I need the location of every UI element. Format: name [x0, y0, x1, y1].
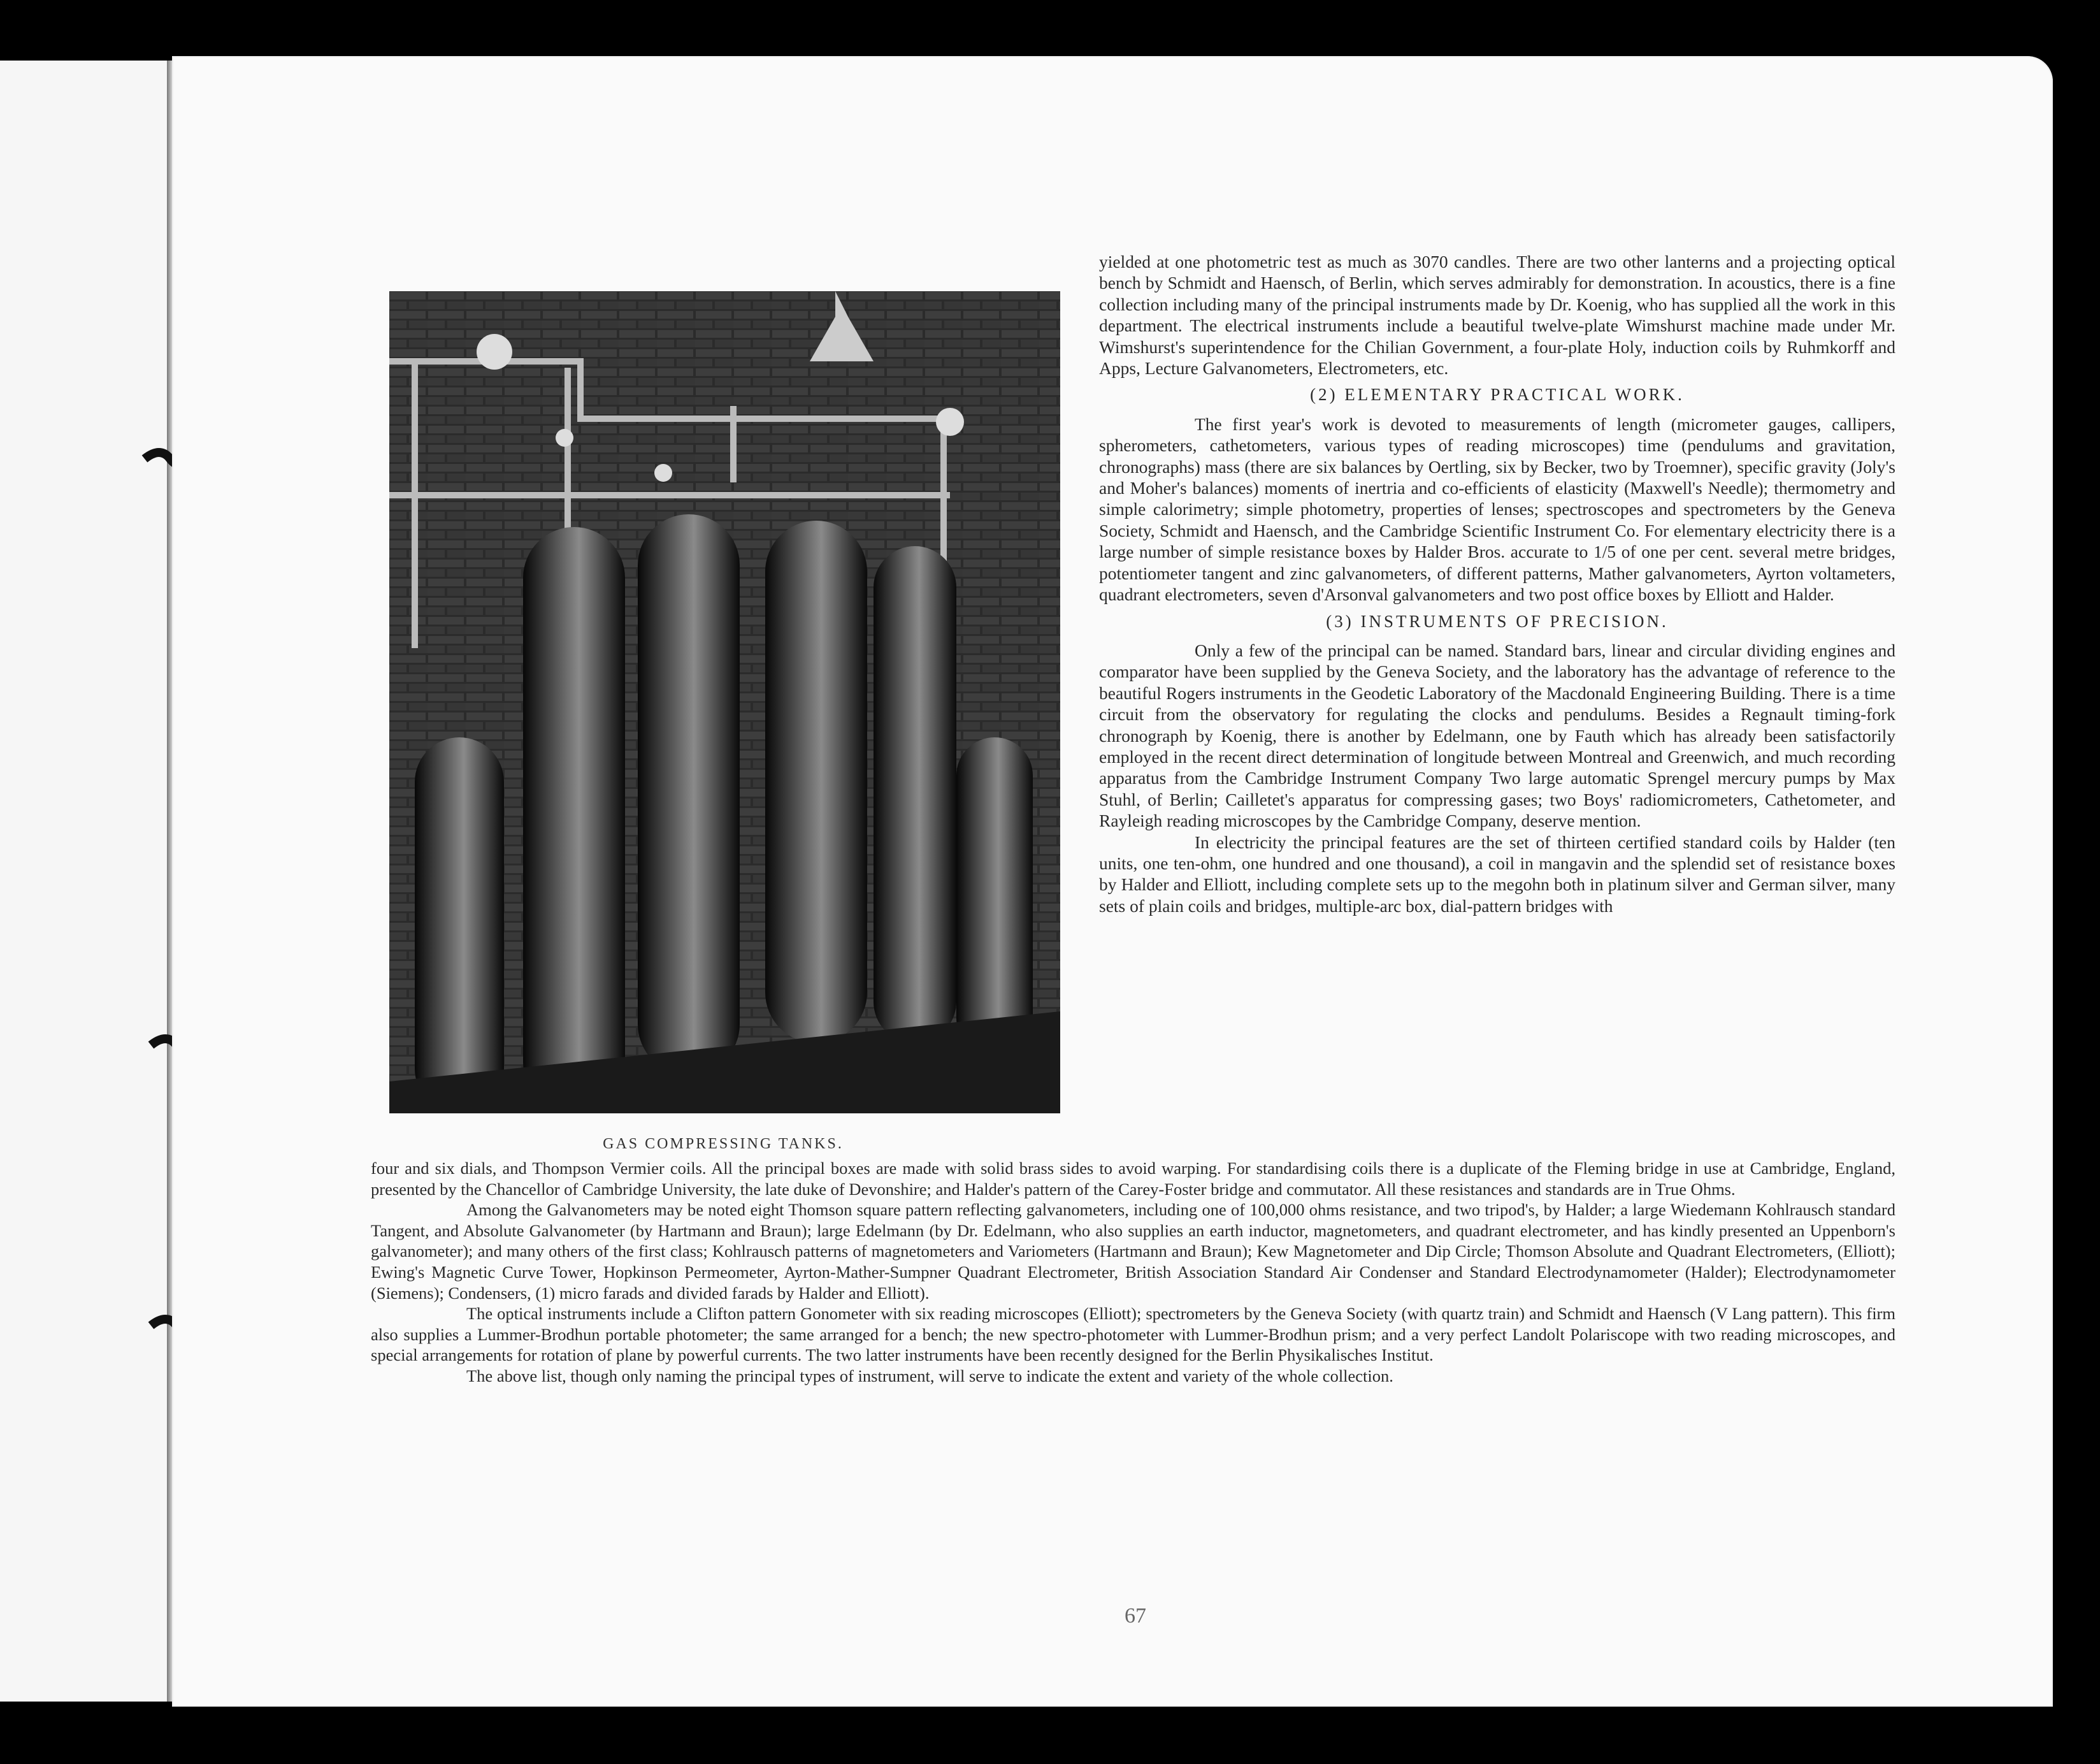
page-number: 67 — [1125, 1604, 1146, 1628]
paragraph: four and six dials, and Thompson Vermier coils. All the principal boxes are made with solid brass sides to avoid warping. For standardising coils there is a duplicate of the Fleming bridge in use at Cambridge, England, presented by the Chancellor of Cambridge University, the late duke of Devonshire; and Halder's pattern of the Carey-Foster bridge and commutator. All these resistances and standards are in True Ohms. — [371, 1159, 1895, 1199]
paragraph: In electricity the principal features are the set of thirteen certified standard coils by Halder (ten units, one ten-ohm, one hundred and one thousand), a coil in mangavin and the splendid set of resistance boxes by Halder and Elliott, including complete sets up to the megohn both in platinum silver and German silver, many sets of plain coils and bridges, multiple-arc box, dial-pattern bridges with — [1099, 832, 1895, 916]
full-width-text — [371, 1158, 1895, 1387]
paragraph: The first year's work is devoted to measurements of length (micrometer gauges, callipers, spherometers, cathetometers, various types of reading microscopes) time (pendulums and gravitation, chronographs) mass (there are six balances by Oertling, six by Becker, two by Troemner), specific gravity (Joly's and Moher's balances) moments of inertria and co-efficients of elasticity (Maxwell's Needle); thermometry and simple calorimetry; simple photometry, properties of lenses; spectroscopes and spectrometers by the Geneva Society, Schmidt and Haensch, and the Cambridge Scientific Instrument Co. For elementary electricity there is a large number of simple resistance boxes by Halder Bros. accurate to 1/5 of one per cent. several metre bridges, potentiometer tangent and zinc galvanometers, of different patterns, Mather galvanometers, Ayrton voltameters, quadrant electrometers, seven d'Arsonval galvanometers and two post office boxes by Elliott and Halder. — [1099, 414, 1895, 605]
paragraph: Among the Galvanometers may be noted eight Thomson square pattern reflecting galvanometers, including one of 100,000 ohms resistance, and two tripod's, by Halder; a large Wiedemann Kohlrausch standard Tangent, and Absolute Galvanometer (by Hartmann and Braun); large Edelmann (by Dr. Edelmann, who also supplies an earth inductor, magnetometers, and quadrant electrometer, and has kindly presented an Uppenborn's galvanometer); and many others of the first class; Kohlrausch patterns of magnetometers and Variometers (Hartmann and Braun); Kew Magnetometer and Dip Circle; Thomson Absolute and Quadrant Electrometers, (Elliott); Ewing's Magnetic Curve Tower, Hopkinson Permeometer, Ayrton-Mather-Sumpner Quadrant Electrometer, British Association Standard Air Condenser and Standard Electrodynamometer (Halder); Electrodynamometer (Siemens); Condensers, (1) micro farads and divided farads by Halder and Elliott). — [371, 1200, 1895, 1303]
photo-caption: GAS COMPRESSING TANKS. — [603, 1136, 844, 1152]
paragraph: The above list, though only naming the principal types of instrument, will serve to indicate the extent and variety of the whole collection. — [466, 1366, 1393, 1385]
facing-page — [0, 61, 167, 1702]
right-column-text — [1099, 251, 1895, 916]
gas-tanks-photograph — [389, 291, 1060, 1113]
binding-fold — [167, 61, 172, 1702]
paragraph: yielded at one photometric test as much as 3070 candles. There are two other lanterns and a projecting optical bench by Schmidt and Haensch, of Berlin, which serves admirably for demonstration. In acoustics, there is a fine collection including many of the principal instruments made by Dr. Koenig, who has supplied all the work in this department. The electrical instruments include a beautiful twelve-plate Wimshurst machine made under Mr. Wimshurst's superintendence for the Chilian Government, a four-plate Holy, induction coils by Ruhmkorff and Apps, Lecture Galvanometers, Electrometers, etc. — [1099, 252, 1895, 379]
paragraph: Only a few of the principal can be named. Standard bars, linear and circular dividing engines and comparator have been supplied by the Geneva Society, and the laboratory has the advantage of reference to the beautiful Rogers instruments in the Geodetic Laboratory of the Macdonald Engineering Building. There is a time circuit from the observatory for regulating the clocks and pendulums. Besides a Regnault timing-fork chronograph by Koenig, there is another by Edelmann, one by Fauth which has already been satisfactorily employed in the recent direct determination of longitude between Montreal and Greenwich, and much recording apparatus from the Cambridge Instrument Company Two large automatic Sprengel mercury pumps by Max Stuhl, of Berlin; Cailletet's apparatus for compressing gases; two Boys' radiomicrometers, Cathetometer, and Rayleigh reading microscopes by the Cambridge Company, deserve mention. — [1099, 640, 1895, 831]
paragraph: The optical instruments include a Clifton pattern Gonometer with six reading microscopes (Elliott); spectrometers by the Geneva Society (with quartz train) and Schmidt and Haensch (V Lang pattern). This firm also supplies a Lummer-Brodhun portable photometer; the same arranged for a bench; the new spectro-photometer with Lummer-Brodhun prism; and a very perfect Landolt Polariscope with two reading microscopes, and special arrangements for rotation of plane by powerful currents. The two latter instruments have been recently designed for the Berlin Physikalisches Institut. — [371, 1304, 1895, 1365]
section-heading-elementary-practical-work: (2) ELEMENTARY PRACTICAL WORK. — [1310, 385, 1685, 405]
section-heading-instruments-of-precision: (3) INSTRUMENTS OF PRECISION. — [1326, 611, 1669, 631]
